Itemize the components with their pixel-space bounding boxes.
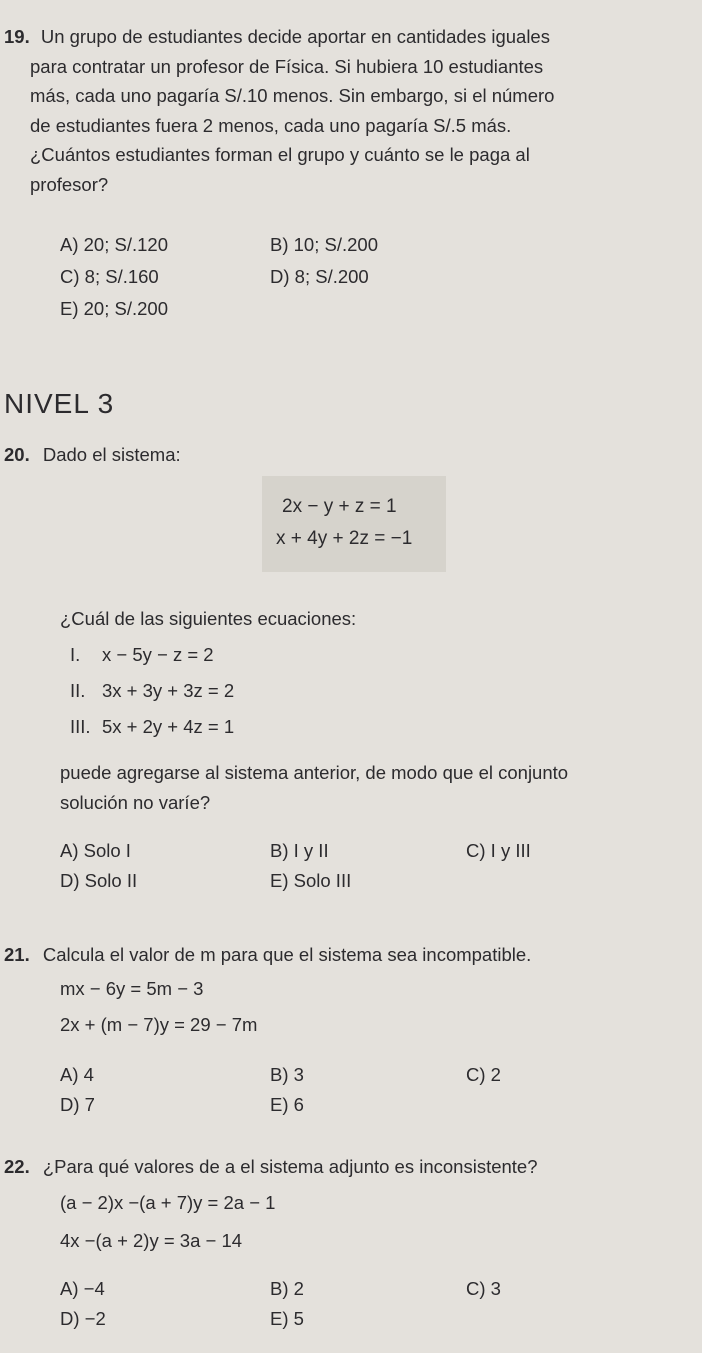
question-19-line-4: de estudiantes fuera 2 menos, cada uno pagaría S/.5 más. <box>30 114 512 136</box>
option-19-d: D) 8; S/.200 <box>270 266 369 287</box>
q22-equation-2: 4x −(a + 2)y = 3a − 14 <box>60 1230 243 1251</box>
equation-system-box <box>262 476 446 572</box>
question-22: 22. ¿Para qué valores de a el sistema adjunto es inconsistente? <box>4 1156 538 1177</box>
question-19-line-3: más, cada uno pagaría S/.10 menos. Sin embargo, si el número <box>30 85 555 106</box>
question-number: 20. <box>4 444 30 465</box>
question-19 <box>4 22 694 199</box>
question-20-prompt: ¿Cuál de las siguientes ecuaciones: <box>60 608 357 629</box>
question-number: 21. <box>4 944 30 965</box>
question-19-line-1: 19. Un grupo de estudiantes decide aportar en cantidades iguales <box>4 26 550 47</box>
option-21-e: E) 6 <box>270 1094 304 1115</box>
option-20-a: A) Solo I <box>60 840 131 861</box>
question-number: 22. <box>4 1156 30 1177</box>
option-21-d: D) 7 <box>60 1094 95 1115</box>
option-20-c: C) I y III <box>466 840 531 861</box>
option-20-e: E) Solo III <box>270 870 352 891</box>
option-22-a: A) −4 <box>60 1278 105 1299</box>
option-20-b: B) I y II <box>270 840 329 861</box>
question-20-tail: puede agregarse al sistema anterior, de modo que el conjunto solución no varíe? <box>60 762 569 813</box>
system-equation-2: x + 4y + 2z = −1 <box>276 528 413 549</box>
option-21-b: B) 3 <box>270 1064 304 1085</box>
option-21-a: A) 4 <box>60 1064 94 1085</box>
level-heading: NIVEL 3 <box>4 388 115 419</box>
option-22-c: C) 3 <box>466 1278 501 1299</box>
option-22-e: E) 5 <box>270 1308 304 1329</box>
question-19-line-6: profesor? <box>30 173 109 195</box>
option-19-b: B) 10; S/.200 <box>270 234 378 255</box>
option-20-d: D) Solo II <box>60 870 138 891</box>
option-19-a: A) 20; S/.120 <box>60 234 168 255</box>
option-22-b: B) 2 <box>270 1278 304 1299</box>
equation-item-1: I. x − 5y − z = 2 <box>70 644 214 665</box>
question-20-intro: 20. Dado el sistema: <box>4 444 181 465</box>
option-21-c: C) 2 <box>466 1064 501 1085</box>
option-22-d: D) −2 <box>60 1308 106 1329</box>
question-19-line-5: ¿Cuántos estudiantes forman el grupo y cuánto se le paga al <box>30 144 530 165</box>
system-equation-1: 2x − y + z = 1 <box>282 496 397 517</box>
q22-equation-1: (a − 2)x −(a + 7)y = 2a − 1 <box>60 1192 276 1213</box>
question-21: 21. Calcula el valor de m para que el sistema sea incompatible. <box>4 944 532 965</box>
q21-equation-2: 2x + (m − 7)y = 29 − 7m <box>60 1014 258 1035</box>
option-19-c: C) 8; S/.160 <box>60 266 159 287</box>
equation-item-3: III. 5x + 2y + 4z = 1 <box>70 716 235 737</box>
question-19-line-2: para contratar un profesor de Física. Si hubiera 10 estudiantes <box>30 55 544 77</box>
option-19-e: E) 20; S/.200 <box>60 298 168 319</box>
question-number: 19. <box>4 26 30 47</box>
q21-equation-1: mx − 6y = 5m − 3 <box>60 978 204 999</box>
equation-item-2: II. 3x + 3y + 3z = 2 <box>70 680 235 701</box>
